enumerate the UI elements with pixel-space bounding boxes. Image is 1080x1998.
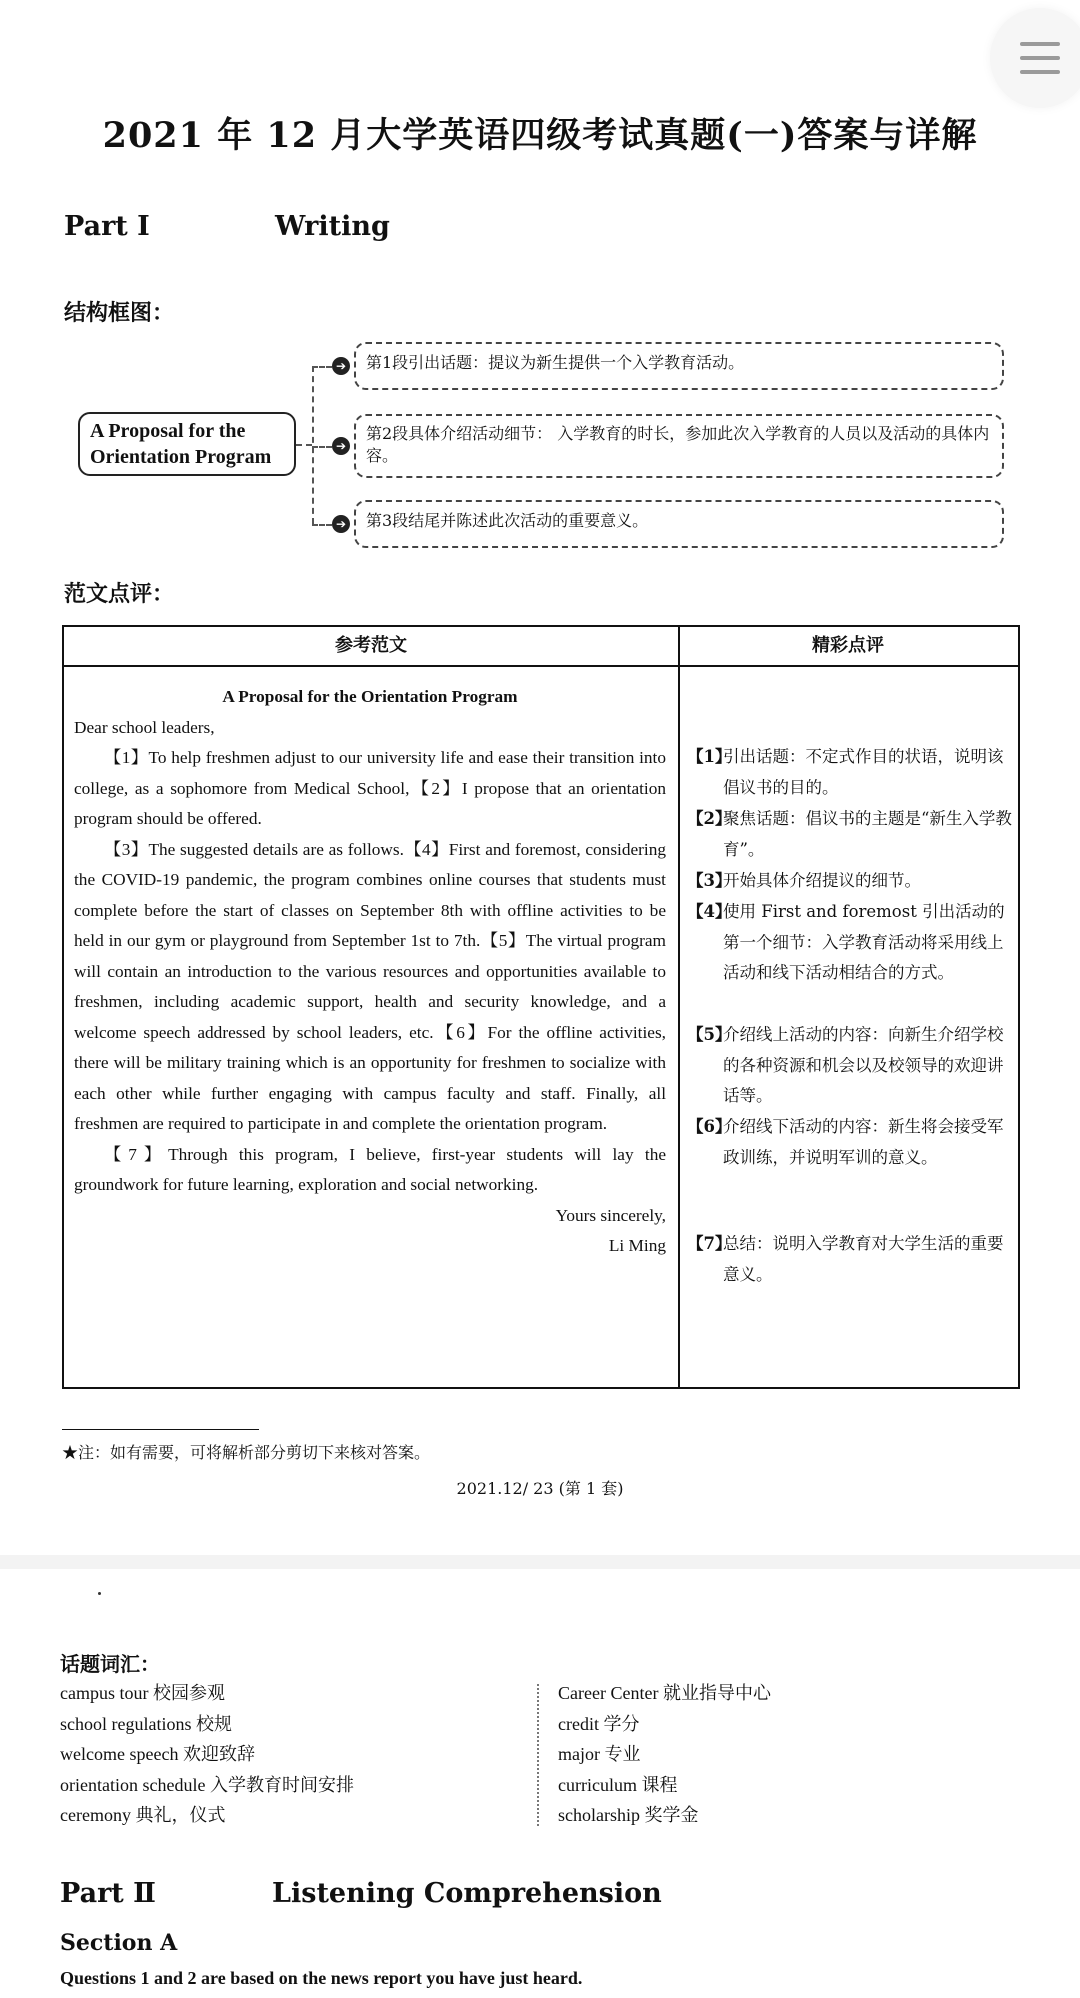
vocab-item: credit 学分: [558, 1713, 640, 1734]
vocab-title: 话题词汇：: [60, 1652, 160, 1676]
section-a-label: Section A: [60, 1930, 178, 1956]
speck: [98, 1592, 101, 1595]
comment-number: 【6】: [687, 1117, 732, 1136]
part-two-name: Listening Comprehension: [272, 1878, 662, 1909]
vocab-item: scholarship 奖学金: [558, 1805, 699, 1825]
comment-item: [687, 1229, 1012, 1290]
vocab-item: ceremony 典礼，仪式: [60, 1805, 226, 1825]
connector-line: [296, 444, 312, 446]
connector-line: [312, 366, 314, 524]
menu-button[interactable]: [990, 8, 1080, 108]
header-comments: 精彩点评: [812, 635, 884, 656]
essay-paragraph: 【3】The suggested details are as follows.【4】First and foremost, considering the COVID-19 pandemic, the program combines online courses that students must complete before the start of classes on September 8th with offline activities to be held in our gym or playground from September 1st to 7th.【5】The virtual program will contain an introduction to the various resources and opportunities available to freshmen, including academic support, health and security knowledge, and a welcome speech addressed by school leaders, etc.【6】For the offline activities, there will be military training which is an opportunity for freshmen to socialize with each other while further engaging with campus faculty and staff. Finally, all freshmen are required to participate in and complete the orientation program.: [74, 839, 666, 1133]
diagram-root: A Proposal for the Orientation Program: [78, 412, 296, 476]
structure-diagram: [0, 330, 1080, 560]
arrow-right-icon: ➔: [332, 437, 350, 455]
comment-item: [687, 866, 1012, 897]
part-one-name: Writing: [275, 211, 390, 242]
connector-line: [312, 366, 332, 368]
header-sample-essay: 参考范文: [335, 635, 407, 656]
footnote: ★注：如有需要，可将解析部分剪切下来核对答案。: [62, 1443, 431, 1462]
menu-icon-bar: [1020, 56, 1060, 60]
comment-number: 【5】: [687, 1025, 732, 1044]
comment-number: 【2】: [687, 809, 732, 828]
essay-paragraph: 【7】Through this program, I believe, first-year students will lay the groundwork for future learning, exploration and social networking.: [74, 1144, 666, 1194]
vocab-item: school regulations 校规: [60, 1713, 232, 1734]
essay-greeting: Dear school leaders,: [74, 717, 215, 737]
comment-item: [687, 804, 1012, 865]
vocab-item: welcome speech 欢迎致辞: [60, 1744, 255, 1764]
essay-table: [62, 625, 1020, 1389]
comment-text: 介绍线上活动的内容：向新生介绍学校的各种资源和机会以及校领导的欢迎讲话等。: [723, 1025, 1004, 1105]
comment-number: 【3】: [687, 871, 732, 890]
comment-text: 总结：说明入学教育对大学生活的重要意义。: [723, 1234, 1004, 1284]
table-header-row: [64, 627, 1018, 667]
vocab-item: Career Center 就业指导中心: [558, 1683, 771, 1703]
essay-paragraph: 【1】To help freshmen adjust to our university life and ease their transition into college, as a sophomore from Medical School,【2】I propose that an orientation program should be offered.: [74, 748, 666, 828]
comment-item: [687, 897, 1012, 989]
connector-line: [312, 446, 332, 448]
vocab-item: curriculum 课程: [558, 1774, 678, 1795]
comment-number: 【7】: [687, 1234, 732, 1253]
vocab-left-column: [60, 1678, 354, 1831]
essay-closing: Yours sincerely,: [555, 1205, 666, 1225]
vocab-right-column: [558, 1678, 771, 1831]
connector-line: [312, 524, 332, 526]
column-divider: [678, 627, 680, 1387]
part-one-number: Part Ⅰ: [64, 211, 150, 242]
essay-title: A Proposal for the Orientation Program: [222, 687, 518, 706]
comment-item: [687, 1112, 1012, 1173]
vocab-divider: [537, 1684, 539, 1826]
diagram-branch: 第2段具体介绍活动细节： 入学教育的时长，参加此次入学教育的人员以及活动的具体内容。: [354, 414, 1004, 478]
comment-number: 【4】: [687, 902, 732, 921]
diagram-branch: 第1段引出话题：提议为新生提供一个入学教育活动。: [354, 342, 1004, 390]
menu-icon: [1020, 42, 1060, 46]
diagram-branch: 第3段结尾并陈述此次活动的重要意义。: [354, 500, 1004, 548]
page-gap: [0, 1555, 1080, 1569]
comment-text: 引出话题：不定式作目的状语，说明该倡议书的目的。: [723, 747, 1004, 797]
part-two-number: Part Ⅱ: [60, 1878, 156, 1909]
comment-text: 介绍线下活动的内容：新生将会接受军政训练，并说明军训的意义。: [723, 1117, 1004, 1167]
comment-number: 【1】: [687, 747, 732, 766]
sample-essay: [74, 682, 666, 1262]
arrow-right-icon: ➔: [332, 357, 350, 375]
arrow-right-icon: ➔: [332, 515, 350, 533]
menu-icon-bar: [1020, 70, 1060, 74]
comment-text: 开始具体介绍提议的细节。: [723, 871, 921, 890]
questions-instruction: Questions 1 and 2 are based on the news report you have just heard.: [60, 1968, 583, 1988]
structure-label: 结构框图：: [64, 300, 175, 326]
vocab-item: orientation schedule 入学教育时间安排: [60, 1774, 354, 1795]
review-label: 范文点评：: [64, 581, 175, 607]
comment-text: 聚焦话题：倡议书的主题是“新生入学教育”。: [723, 809, 1012, 859]
footnote-divider: [62, 1429, 259, 1430]
essay-signature: Li Ming: [608, 1236, 666, 1255]
vocab-item: campus tour 校园参观: [60, 1683, 225, 1703]
page-title: 2021 年 12 月大学英语四级考试真题(一)答案与详解: [102, 115, 978, 156]
comment-text: 使用 First and foremost 引出活动的第一个细节：入学教育活动将采用线上活动和线下活动相结合的方式。: [723, 902, 1005, 982]
comment-item: [687, 742, 1012, 803]
comment-item: [687, 1020, 1012, 1112]
vocab-item: major 专业: [558, 1744, 641, 1764]
page-number: 2021.12/ 23 (第 1 套): [456, 1479, 624, 1498]
